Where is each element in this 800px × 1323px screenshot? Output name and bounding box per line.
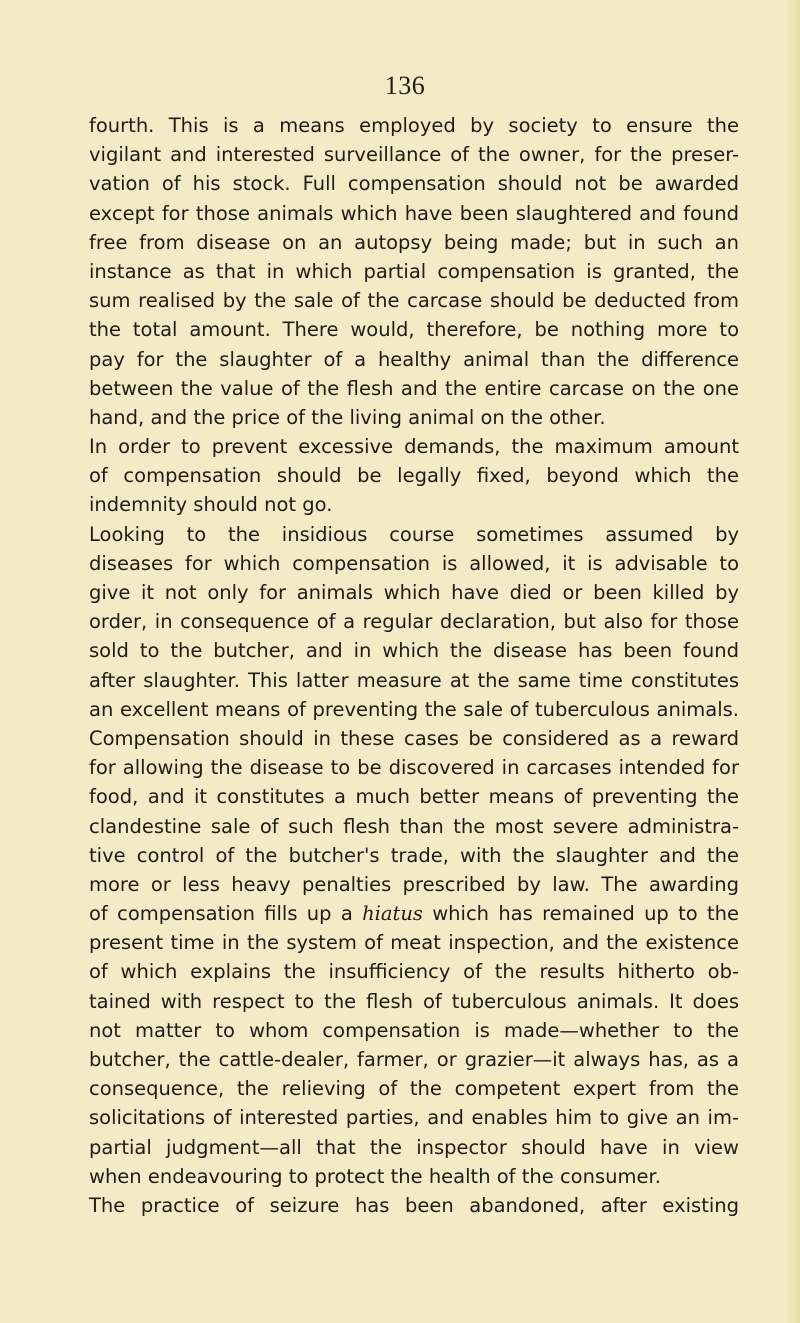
text-line: Compensation should in these cases be considered as a reward [89, 726, 739, 750]
text-line: hand, and the price of the living animal on the other. [89, 405, 606, 429]
text-line-with-italic [89, 899, 739, 928]
text-line: give it not only for animals which have died or been killed by [89, 581, 739, 604]
text-line: order, in consequence of a regular declaration, but also for those [89, 610, 739, 634]
text-line: clandestine sale of such flesh than the most severe administra- [89, 814, 739, 838]
text-line: more or less heavy penalties prescribed by law. The awarding [89, 872, 739, 896]
text-line: The practice of seizure has been abandoned, after existing [89, 1193, 739, 1217]
text-line: tained with respect to the flesh of tuberculous animals. It does [89, 989, 739, 1013]
text-line: sum realised by the sale of the carcase should be deducted from [89, 289, 739, 313]
text-line: the total amount. There would, therefore, be nothing more to [89, 318, 739, 342]
text-line: vation of his stock. Full compensation should not be awarded [89, 172, 739, 196]
text-line: except for those animals which have been slaughtered and found [89, 201, 739, 225]
text-line: of compensation should be legally fixed, beyond which the [89, 464, 739, 488]
text-line: between the value of the flesh and the entire carcase on the one [89, 376, 739, 400]
text-line: free from disease on an autopsy being made; but in such an [89, 230, 739, 254]
text-line: food, and it constitutes a much better means of preventing the [89, 785, 739, 809]
text-segment: which has remained up to the [422, 902, 739, 926]
text-line: butcher, the cattle-dealer, farmer, or grazier—it always has, as a [89, 1048, 739, 1071]
text-line: consequence, the relieving of the competent expert from the [89, 1077, 739, 1101]
text-line: diseases for which compensation is allowed, it is advisable to [89, 551, 739, 575]
text-line: after slaughter. This latter measure at the same time constitutes [89, 668, 739, 692]
text-line: solicitations of interested parties, and enables him to give an im- [89, 1106, 739, 1130]
text-line: an excellent means of preventing the sale of tuberculous animals. [89, 697, 739, 721]
text-line: indemnity should not go. [89, 493, 333, 517]
text-line: pay for the slaughter of a healthy animal than the difference [89, 347, 739, 371]
text-line: not matter to whom compensation is made—whether to the [89, 1018, 739, 1042]
body-text [89, 111, 739, 1220]
text-line: for allowing the disease to be discovered in carcases intended for [89, 756, 739, 780]
text-line: when endeavouring to protect the health of the consumer. [89, 1164, 661, 1188]
page-number: 136 [384, 71, 426, 100]
text-line: tive control of the butcher's trade, with the slaughter and the [89, 843, 739, 867]
text-line: fourth. This is a means employed by society to ensure the [89, 114, 739, 137]
text-line: In order to prevent excessive demands, the maximum amount [89, 435, 739, 459]
text-line: Looking to the insidious course sometimes assumed by [89, 522, 739, 546]
text-line: present time in the system of meat inspection, and the existence [89, 931, 739, 955]
text-line: of which explains the insufficiency of the results hitherto ob- [89, 960, 739, 984]
italic-term: hiatus [362, 902, 423, 926]
page-edge-shadow [782, 0, 800, 1323]
text-segment: of compensation fills up a [89, 902, 363, 926]
text-line: vigilant and interested surveillance of the owner, for the preser- [89, 143, 739, 167]
text-line: sold to the butcher, and in which the disease has been found [89, 639, 739, 663]
text-line: partial judgment—all that the inspector should have in view [89, 1135, 739, 1159]
text-line: instance as that in which partial compensation is granted, the [89, 259, 739, 283]
